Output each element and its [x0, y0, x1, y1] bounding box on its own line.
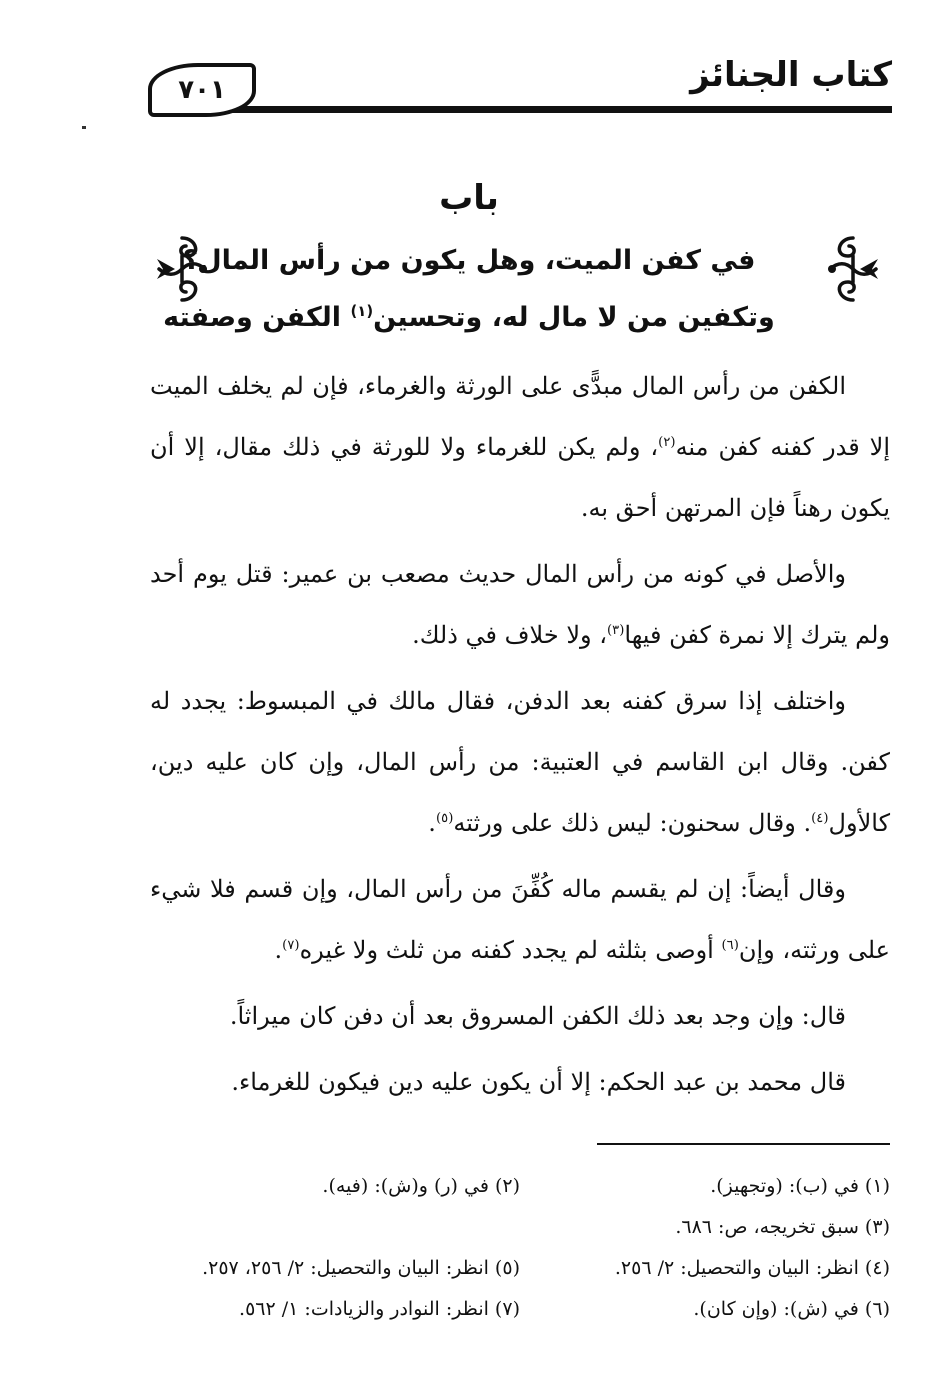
paragraph-text: ، ولم يكن للغرماء ولا للورثة في ذلك مقال، إلا أن يكون رهناً فإن المرتهن أحق به. [150, 433, 890, 522]
paragraph-text: . [428, 809, 436, 837]
paragraph-text: والأصل في كونه من رأس المال حديث مصعب بن عمير: قتل يوم أحد ولم يترك إلا نمرة كفن فيها [150, 560, 890, 649]
footnote-ref: (١) [350, 302, 374, 320]
paragraph-text: ، ولا خلاف في ذلك. [412, 621, 607, 649]
page-number: ٧٠١ [178, 75, 226, 105]
footnote-row [150, 1206, 890, 1247]
paragraph: قال: وإن وجد بعد ذلك الكفن المسروق بعد أن دفن كان ميراثاً. [229, 1002, 846, 1030]
paragraph-text: . وقال سحنون: ليس ذلك على ورثته [453, 809, 812, 837]
paragraph [150, 544, 890, 666]
footnote-row [150, 1247, 890, 1288]
footnote-row [150, 1288, 890, 1329]
footnote-3: (٣) سبق تخريجه، ص: ٦٨٦. [675, 1215, 890, 1238]
stray-mark [82, 126, 86, 129]
chapter-title-line-2-text: وتكفين من لا مال له، وتحسين [373, 302, 775, 333]
footnote-2: (٢) في (ر) و(ش): (فيه). [322, 1174, 520, 1197]
paragraph-text: . [274, 936, 283, 964]
footnote-ref: (٧) [282, 938, 300, 953]
footnote-ref: (٥) [435, 811, 454, 826]
footnote-ref: (٢) [658, 435, 676, 450]
running-title: كتاب الجنائز [690, 55, 892, 95]
footnote-ref: (٦) [721, 938, 739, 953]
paragraph: قال محمد بن عبد الحكم: إلا أن يكون عليه دين فيكون للغرماء. [231, 1068, 846, 1096]
footnote-5: (٥) انظر: البيان والتحصيل: ٢/ ٢٥٦، ٢٥٧. [202, 1256, 520, 1279]
paragraph-text: الكفن من رأس المال مبدًّى على الورثة والغرماء، فإن لم يخلف الميت إلا قدر كفنه كفن منه [150, 372, 891, 461]
paragraph [150, 671, 890, 854]
chapter-title-line-2 [0, 302, 938, 333]
footnotes [150, 1165, 890, 1329]
footnote-4: (٤) انظر: البيان والتحصيل: ٢/ ٢٥٦. [614, 1256, 890, 1279]
paragraph [150, 859, 890, 981]
page-number-badge [148, 63, 256, 117]
footnote-row [150, 1165, 890, 1206]
chapter-label: باب [439, 178, 499, 218]
header-rule [228, 106, 892, 113]
chapter-title-line-2-text: الكفن وصفته [163, 302, 351, 333]
paragraph-text: أوصى بثلثه لم يجدد كفنه من ثلث ولا غيره [299, 936, 722, 964]
paragraph [150, 356, 890, 539]
footnote-ref: (٣) [606, 623, 625, 638]
paragraph-text: وقال أيضاً: إن لم يقسم ماله كُفِّنَ من رأس المال، وإن قسم فلا شيء على ورثته، وإن [150, 875, 890, 964]
paragraph-text: واختلف إذا سرق كفنه بعد الدفن، فقال مالك في المبسوط: يجدد له كفن. وقال ابن القاسم في العتبية: من رأس المال، وإن كان عليه دين، كالأول [150, 687, 890, 837]
footnote-7: (٧) انظر: النوادر والزيادات: ١/ ٥٦٢. [239, 1297, 520, 1320]
chapter-title-line-1: في كفن الميت، وهل يكون من رأس المال؟ [182, 245, 756, 276]
body-text [150, 356, 890, 1118]
footnote-1: (١) في (ب): (وتجهيز). [710, 1174, 890, 1197]
footnote-separator [597, 1143, 890, 1145]
footnote-6: (٦) في (ش): (وإن كان). [693, 1297, 890, 1320]
footnote-ref: (٤) [811, 811, 829, 826]
